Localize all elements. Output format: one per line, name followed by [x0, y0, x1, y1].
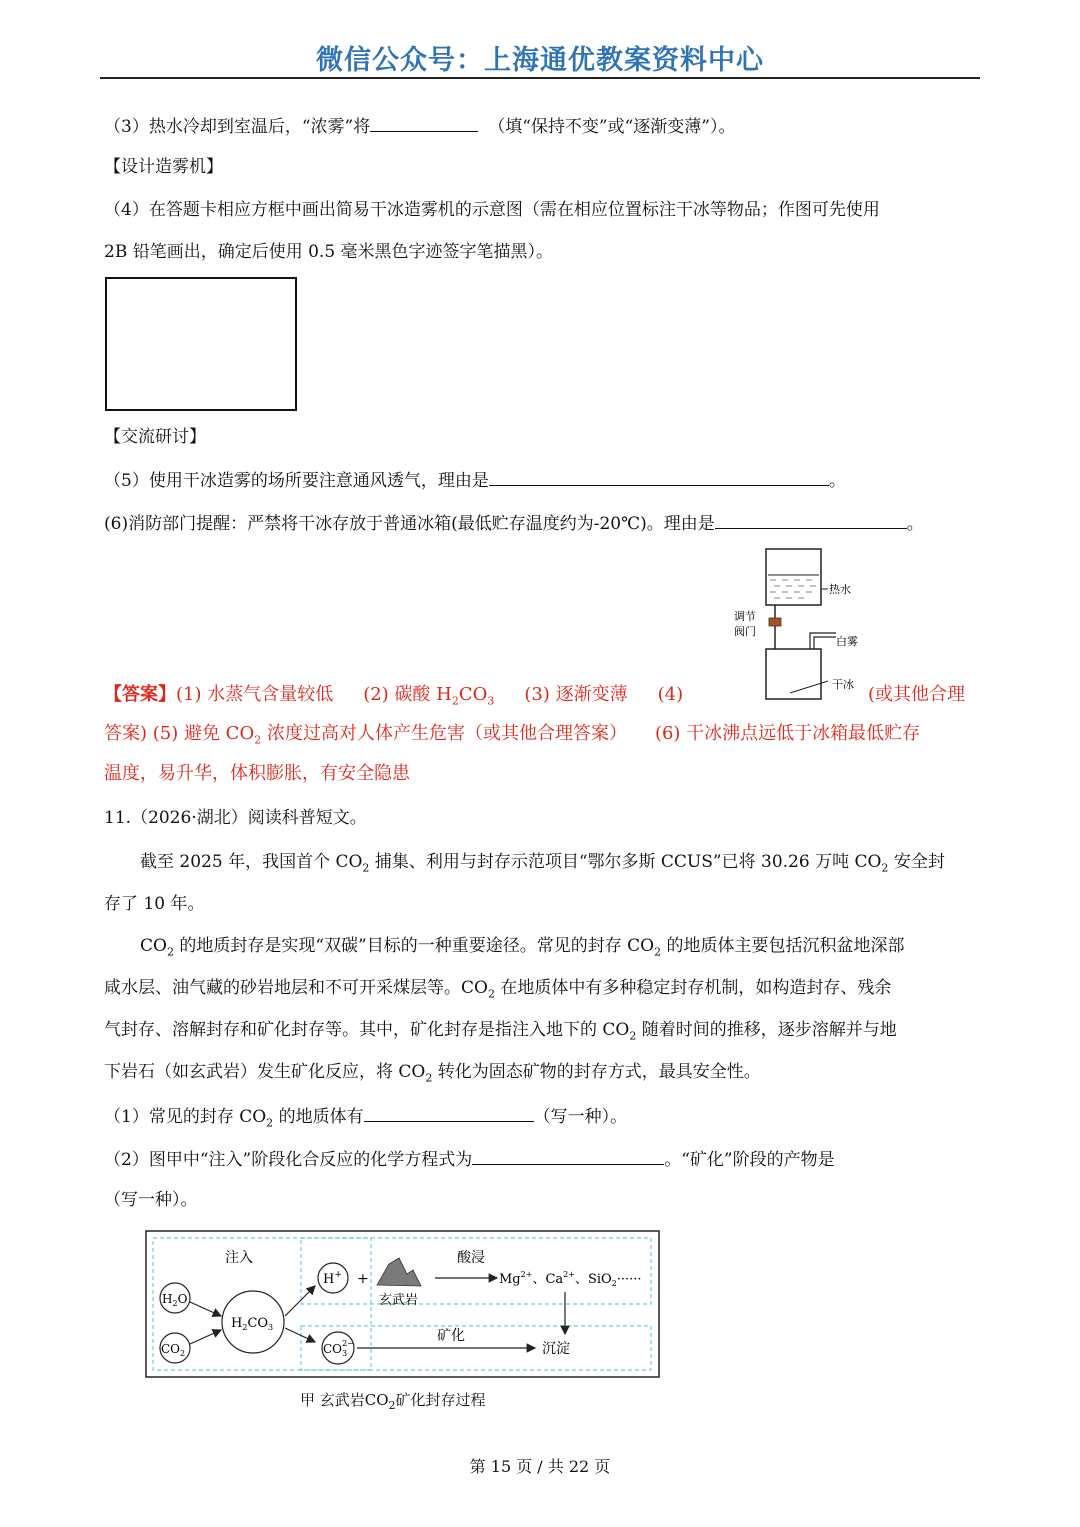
- page-header-title: 微信公众号：上海通优教案资料中心: [316, 45, 764, 76]
- answer-line-2: 答案) (5) 避免 $CO_2$ 浓度过高对人体产生危害（或其他合理答案） (6) 干冰沸点远低于冰箱最低贮存: [104, 723, 921, 747]
- q4-line-1: （4）在答题卡相应方框中画出简易干冰造雾机的示意图（需在相应位置标注干冰等物品；作图可先使用: [104, 200, 880, 220]
- page-footer: 第 15 页 / 共 22 页: [469, 1457, 611, 1476]
- q5-suffix: 。: [828, 471, 846, 491]
- section-design-heading: 【设计造雾机】: [104, 157, 223, 177]
- dry-ice-pointer: [790, 681, 828, 693]
- answer-label: 【答案】: [104, 684, 176, 705]
- q3-suffix: （填“保持不变”或“逐渐变薄”）。: [488, 117, 736, 137]
- answer-4-tail: (或其他合理: [868, 684, 966, 705]
- label-acid-leach: 酸浸: [457, 1250, 485, 1266]
- label-precipitate: 沉淀: [542, 1341, 570, 1357]
- question-5: [104, 467, 846, 493]
- co2-label: $CO_2$: [161, 1342, 186, 1358]
- label-hot-water: 热水: [829, 583, 851, 596]
- q6-answer-blank[interactable]: [715, 510, 907, 529]
- q11-p1-line-2: 存了 10 年。: [104, 894, 205, 914]
- figure-caption: 甲 玄武岩$CO_2$矿化封存过程: [300, 1391, 486, 1412]
- q11-p1-line-1: 截至 2025 年，我国首个 $CO_2$ 捕集、利用与封存示范项目“鄂尔多斯 CCUS”已将 30.26 万吨 $CO_2$ 安全封: [140, 852, 945, 875]
- label-inject: 注入: [225, 1250, 253, 1266]
- fog-machine-diagram: [728, 545, 868, 705]
- q11-question-2: （2）图甲中“注入”阶段化合反应的化学方程式为 。“矿化”阶段的产物是: [104, 1146, 835, 1172]
- water-hatch: [770, 580, 816, 598]
- plus-sign: +: [357, 1271, 369, 1287]
- h2co3-label: $H_2CO_3$: [231, 1316, 274, 1332]
- ions-label: $Mg^{2+}$、$Ca^{2+}$、SiO$_2$······: [499, 1270, 642, 1288]
- hot-water-tank: [766, 549, 821, 605]
- label-basalt: 玄武岩: [379, 1293, 419, 1308]
- q11-1-answer-blank[interactable]: [364, 1103, 534, 1122]
- label-mineralize: 矿化: [437, 1328, 465, 1344]
- carbonate-label: $CO_32-$: [323, 1339, 354, 1358]
- question-3: [104, 113, 735, 139]
- label-white-fog: 白雾: [836, 635, 858, 648]
- q5-answer-blank[interactable]: [489, 467, 829, 486]
- valve-icon[interactable]: [769, 618, 781, 626]
- h2o-label: $H_2O$: [162, 1292, 188, 1308]
- q11-p2-line-1: $CO_2$ 的地质封存是实现“双碳”目标的一种重要途径。常见的封存 $CO_2$ 的地质体主要包括沉积盆地深部: [140, 936, 905, 959]
- q6-text: (6)消防部门提醒：严禁将干冰存放于普通冰箱(最低贮存温度约为-20℃)。理由是: [104, 514, 715, 534]
- answer-1: (1) 水蒸气含量较低: [176, 684, 334, 705]
- q6-suffix: 。: [906, 514, 924, 534]
- q11-question-1: （1）常见的封存 $CO_2$ 的地质体有 （写一种）。: [104, 1103, 627, 1135]
- basalt-mineralization-figure: [145, 1230, 665, 1380]
- header-rule: [100, 77, 980, 79]
- answer-3: (3) 逐渐变薄: [524, 684, 628, 705]
- q4-line-2: 2B 铅笔画出，确定后使用 0.5 毫米黑色字迹签字笔描黑）。: [104, 242, 554, 262]
- drawing-answer-box[interactable]: [105, 277, 297, 411]
- q3-text: （3）热水冷却到室温后，“浓雾”将: [104, 117, 371, 137]
- q11-header: 11.（2026·湖北）阅读科普短文。: [104, 808, 367, 828]
- answer-4: (4): [657, 684, 684, 705]
- answer-2: (2) 碳酸 $H_2CO_3$: [363, 684, 495, 708]
- question-6: [104, 510, 924, 536]
- h-plus-label: H+: [323, 1270, 342, 1287]
- q5-text: （5）使用干冰造雾的场所要注意通风透气，理由是: [104, 471, 489, 491]
- label-dry-ice: 干冰: [832, 678, 854, 691]
- answer-line-3: 温度，易升华，体积膨胀，有安全隐患: [104, 763, 410, 784]
- q11-p2-line-2: 咸水层、油气藏的砂岩地层和不可开采煤层等。$CO_2$ 在地质体中有多种稳定封存机制，如构造封存、残余: [104, 978, 892, 1001]
- acid-leach-region: [301, 1238, 651, 1304]
- q11-question-2-line-2: （写一种）。: [104, 1190, 198, 1210]
- section-exchange-heading: 【交流研讨】: [104, 427, 206, 447]
- q3-answer-blank[interactable]: [370, 113, 478, 132]
- q11-p2-line-3: 气封存、溶解封存和矿化封存等。其中，矿化封存是指注入地下的 $CO_2$ 随着时间的推移，逐步溶解并与地: [104, 1020, 897, 1043]
- q11-2-answer-blank[interactable]: [472, 1146, 664, 1165]
- label-valve-1: 调节: [734, 610, 756, 623]
- basalt-rock-icon: [377, 1258, 421, 1286]
- answer-line-1: [104, 683, 683, 714]
- label-valve-2: 阀门: [734, 625, 756, 638]
- q11-p2-line-4: 下岩石（如玄武岩）发生矿化反应，将 $CO_2$ 转化为固态矿物的封存方式，最具安全性。: [104, 1062, 761, 1085]
